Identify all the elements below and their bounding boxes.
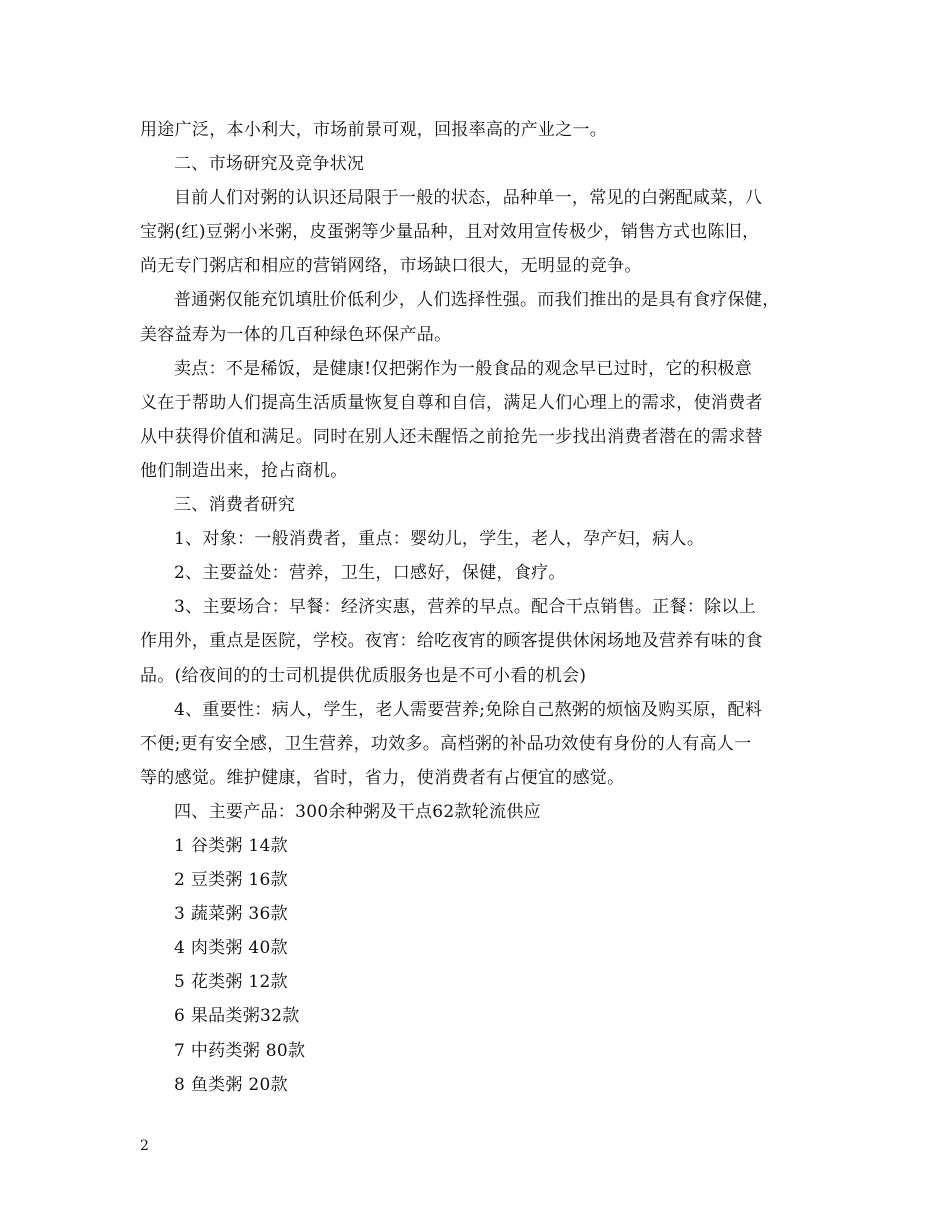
text-line: 三、消费者研究: [174, 495, 296, 516]
text-line: 作用外，重点是医院，学校。夜宵：给吃夜宵的顾客提供休闲场地及营养有味的食: [140, 631, 763, 652]
text-line: 品。(给夜间的的士司机提供优质服务也是不可小看的机会): [140, 665, 587, 686]
list-item: 3 蔬菜粥 36款: [174, 904, 288, 925]
list-item: 5 花类粥 12款: [174, 972, 288, 993]
text-line: 目前人们对粥的认识还局限于一般的状态，品种单一，常见的白粥配咸菜，八: [174, 188, 763, 209]
text-line: 卖点：不是稀饭，是健康!仅把粥作为一般食品的观念早已过时，它的积极意: [174, 358, 753, 379]
text-line: 4、重要性：病人，学生，老人需要营养;免除自己熬粥的烦恼及购买原，配料: [174, 699, 763, 720]
text-line: 不便;更有安全感，卫生营养，功效多。高档粥的补品功效使有身份的人有高人一: [140, 733, 752, 754]
text-line: 尚无专门粥店和相应的营销网络，市场缺口很大，无明显的竞争。: [140, 256, 642, 277]
list-item: 4 肉类粥 40款: [174, 938, 288, 959]
list-item: 2 豆类粥 16款: [174, 870, 288, 891]
list-item: 6 果品类粥32款: [174, 1006, 300, 1027]
text-line: 等的感觉。维护健康，省时，省力，使消费者有占便宜的感觉。: [140, 767, 625, 788]
page-number: 2: [140, 1138, 149, 1154]
text-line: 二、市场研究及竞争状况: [174, 154, 365, 175]
text-line: 宝粥(红)豆粥小米粥，皮蛋粥等少量品种，且对效用宣传极少，销售方式也陈旧，: [140, 222, 760, 243]
text-line: 义在于帮助人们提高生活质量恢复自尊和自信，满足人们心理上的需求，使消费者: [140, 392, 763, 413]
text-line: 四、主要产品：300余种粥及干点62款轮流供应: [174, 801, 541, 822]
text-line: 3、主要场合：早餐：经济实惠，营养的早点。配合干点销售。正餐：除以上: [174, 597, 757, 618]
text-line: 他们制造出来，抢占商机。: [140, 460, 348, 481]
text-line: 普通粥仅能充饥填肚价低利少，人们选择性强。而我们推出的是具有食疗保健，: [174, 290, 780, 311]
text-line: 用途广泛，本小利大，市场前景可观，回报率高的产业之一。: [140, 120, 608, 140]
text-line: 从中获得价值和满足。同时在别人还未醒悟之前抢先一步找出消费者潜在的需求替: [140, 426, 763, 447]
text-line: 美容益寿为一体的几百种绿色环保产品。: [140, 324, 452, 345]
list-item: 1 谷类粥 14款: [174, 835, 288, 856]
document-body: [140, 113, 812, 1102]
text-line: 1、对象：一般消费者，重点：婴幼儿，学生，老人，孕产妇，病人。: [174, 529, 705, 550]
text-line: 2、主要益处：营养，卫生，口感好，保健，食疗。: [174, 563, 566, 584]
list-item: 8 鱼类粥 20款: [174, 1074, 288, 1095]
list-item: 7 中药类粥 80款: [174, 1040, 306, 1061]
